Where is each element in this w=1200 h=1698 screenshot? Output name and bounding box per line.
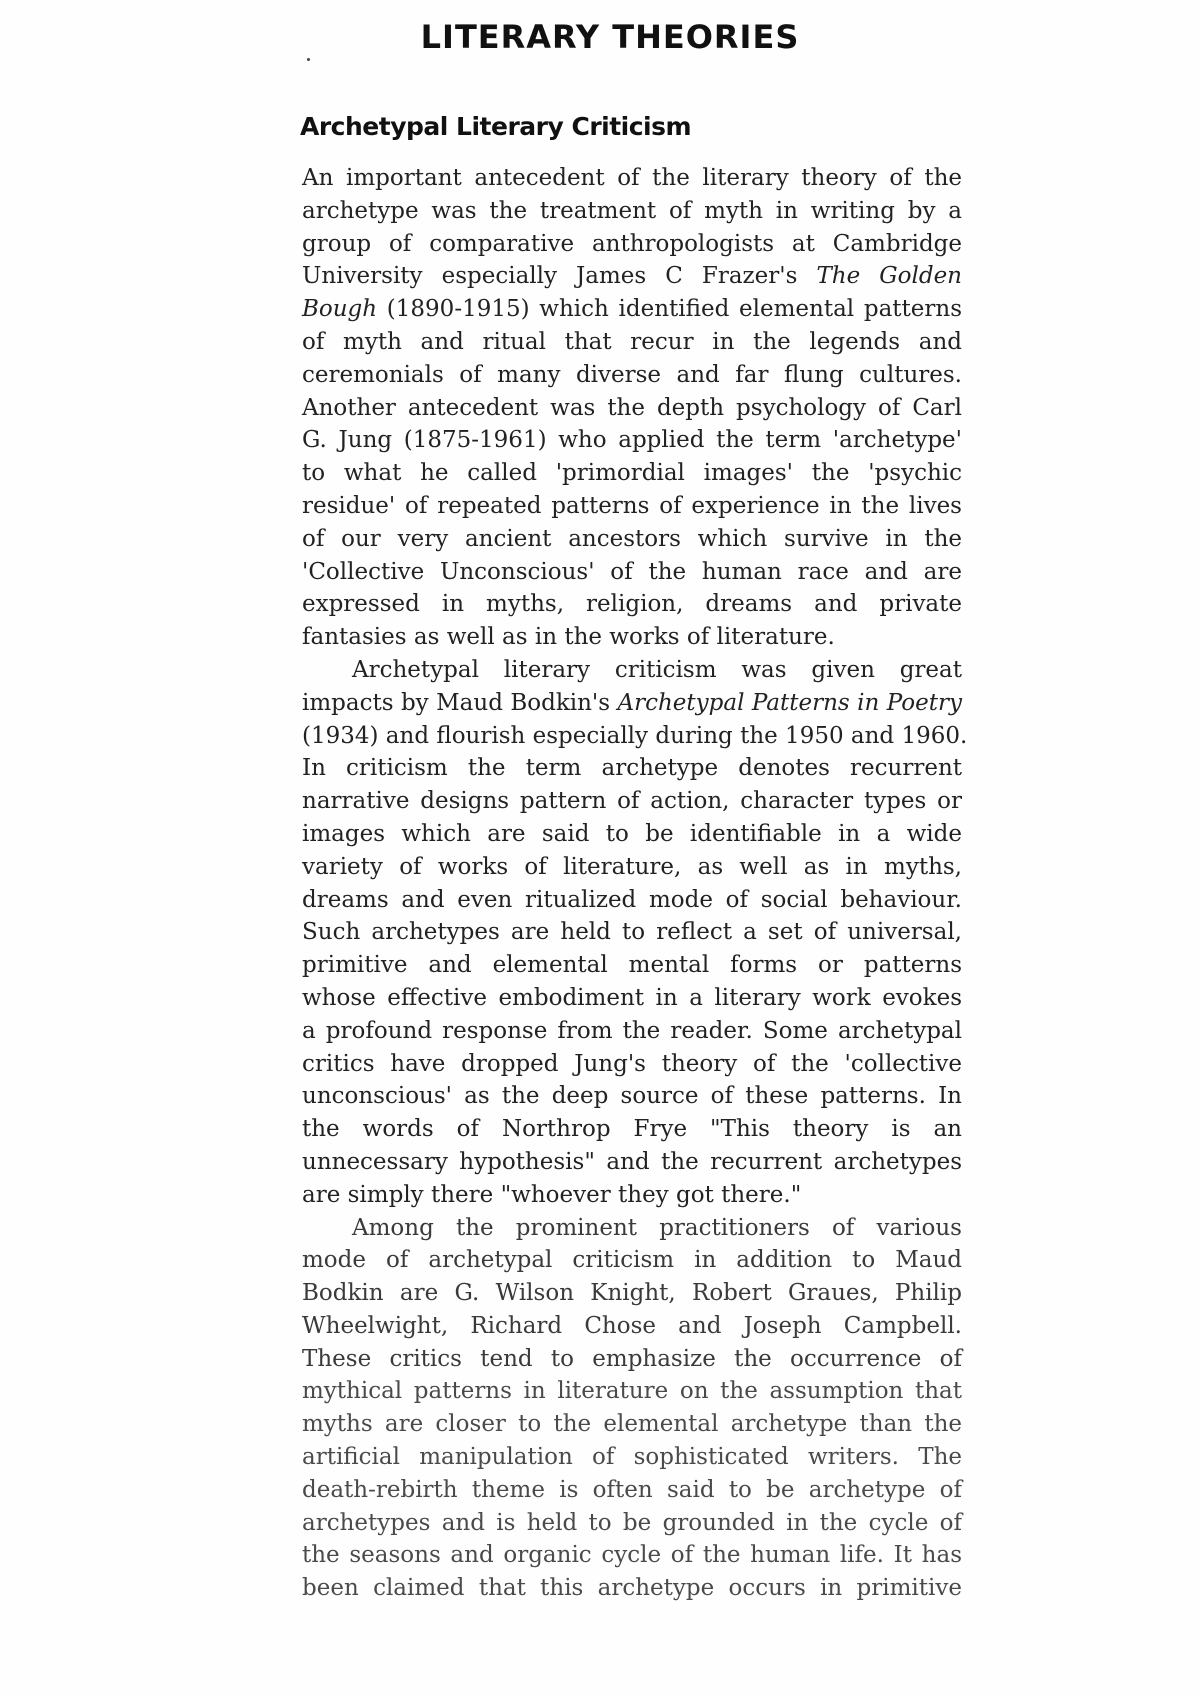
text-segment: impacts by Maud Bodkin's <box>302 689 618 716</box>
text-line: An important antecedent of the literary theory of the <box>302 165 962 191</box>
text-line: unconscious' as the deep source of these patterns. In <box>302 1083 962 1110</box>
text-line: expressed in myths, religion, dreams and private <box>302 591 962 618</box>
text-line: whose effective embodiment in a literary work evokes <box>302 984 962 1011</box>
book-title: Bough <box>302 296 378 323</box>
text-line <box>302 260 962 293</box>
text-line: the words of Northrop Frye "This theory is an <box>302 1116 962 1143</box>
text-segment: (1890-1915) which identified elemental patterns <box>377 296 962 323</box>
text-line: narrative designs pattern of action, character types or <box>302 788 962 815</box>
text-line: mythical patterns in literature on the assumption that <box>302 1378 962 1405</box>
text-line: Among the prominent practitioners of various <box>352 1214 962 1241</box>
text-line: myths are closer to the elemental archetype than the <box>302 1411 962 1438</box>
text-line: 'Collective Unconscious' of the human race and are <box>302 558 962 585</box>
text-line: Bodkin are G. Wilson Knight, Robert Graues, Philip <box>302 1280 962 1307</box>
text-line <box>302 293 962 326</box>
text-line: Such archetypes are held to reflect a set of universal, <box>302 919 962 946</box>
text-line: been claimed that this archetype occurs in primitive <box>302 1575 962 1602</box>
text-line: variety of works of literature, as well as in myths, <box>302 853 962 880</box>
running-head: LITERARY THEORIES <box>420 18 800 56</box>
text-line: In criticism the term archetype denotes recurrent <box>302 755 962 782</box>
text-line: group of comparative anthropologists at Cambridge <box>302 230 962 257</box>
text-line: of our very ancient ancestors which survive in the <box>302 525 962 552</box>
text-line: archetypes and is held to be grounded in the cycle of <box>302 1509 962 1536</box>
text-line: Archetypal literary criticism was given great <box>352 656 962 683</box>
text-line: are simply there "whoever they got there." <box>302 1181 802 1208</box>
text-line: unnecessary hypothesis" and the recurrent archetypes <box>302 1148 962 1175</box>
text-line: a profound response from the reader. Some archetypal <box>302 1017 962 1044</box>
text-line: ceremonials of many diverse and far flung cultures. <box>302 361 962 388</box>
text-line: death-rebirth theme is often said to be archetype of <box>302 1476 962 1503</box>
text-segment: University especially James C Frazer's <box>302 263 817 290</box>
text-line: to what he called 'primordial images' the 'psychic <box>302 460 962 487</box>
text-line: mode of archetypal criticism in addition to Maud <box>302 1247 962 1274</box>
body-text <box>302 162 968 1605</box>
book-title: The Golden <box>816 263 962 290</box>
section-heading: Archetypal Literary Criticism <box>300 112 692 141</box>
text-line: images which are said to be identifiable in a wide <box>302 820 962 847</box>
ink-speck <box>307 58 310 61</box>
text-line: These critics tend to emphasize the occurrence of <box>302 1345 962 1372</box>
text-line: dreams and even ritualized mode of social behaviour. <box>302 886 962 913</box>
text-line: the seasons and organic cycle of the human life. It has <box>302 1542 962 1569</box>
text-line: artificial manipulation of sophisticated writers. The <box>302 1444 962 1471</box>
text-line: archetype was the treatment of myth in writing by a <box>302 197 962 224</box>
text-line: fantasies as well as in the works of literature. <box>302 624 835 651</box>
text-line: of myth and ritual that recur in the legends and <box>302 328 962 355</box>
text-line <box>302 687 962 720</box>
text-line: residue' of repeated patterns of experience in the lives <box>302 492 962 519</box>
text-line: Wheelwight, Richard Chose and Joseph Campbell. <box>302 1312 962 1339</box>
text-line: primitive and elemental mental forms or patterns <box>302 952 962 979</box>
text-line: (1934) and flourish especially during the 1950 and 1960. <box>302 722 968 749</box>
text-line: G. Jung (1875-1961) who applied the term 'archetype' <box>302 427 962 454</box>
text-line: critics have dropped Jung's theory of the 'collective <box>302 1050 962 1077</box>
book-title: Archetypal Patterns in Poetry <box>617 689 962 716</box>
text-line: Another antecedent was the depth psychology of Carl <box>302 394 962 421</box>
